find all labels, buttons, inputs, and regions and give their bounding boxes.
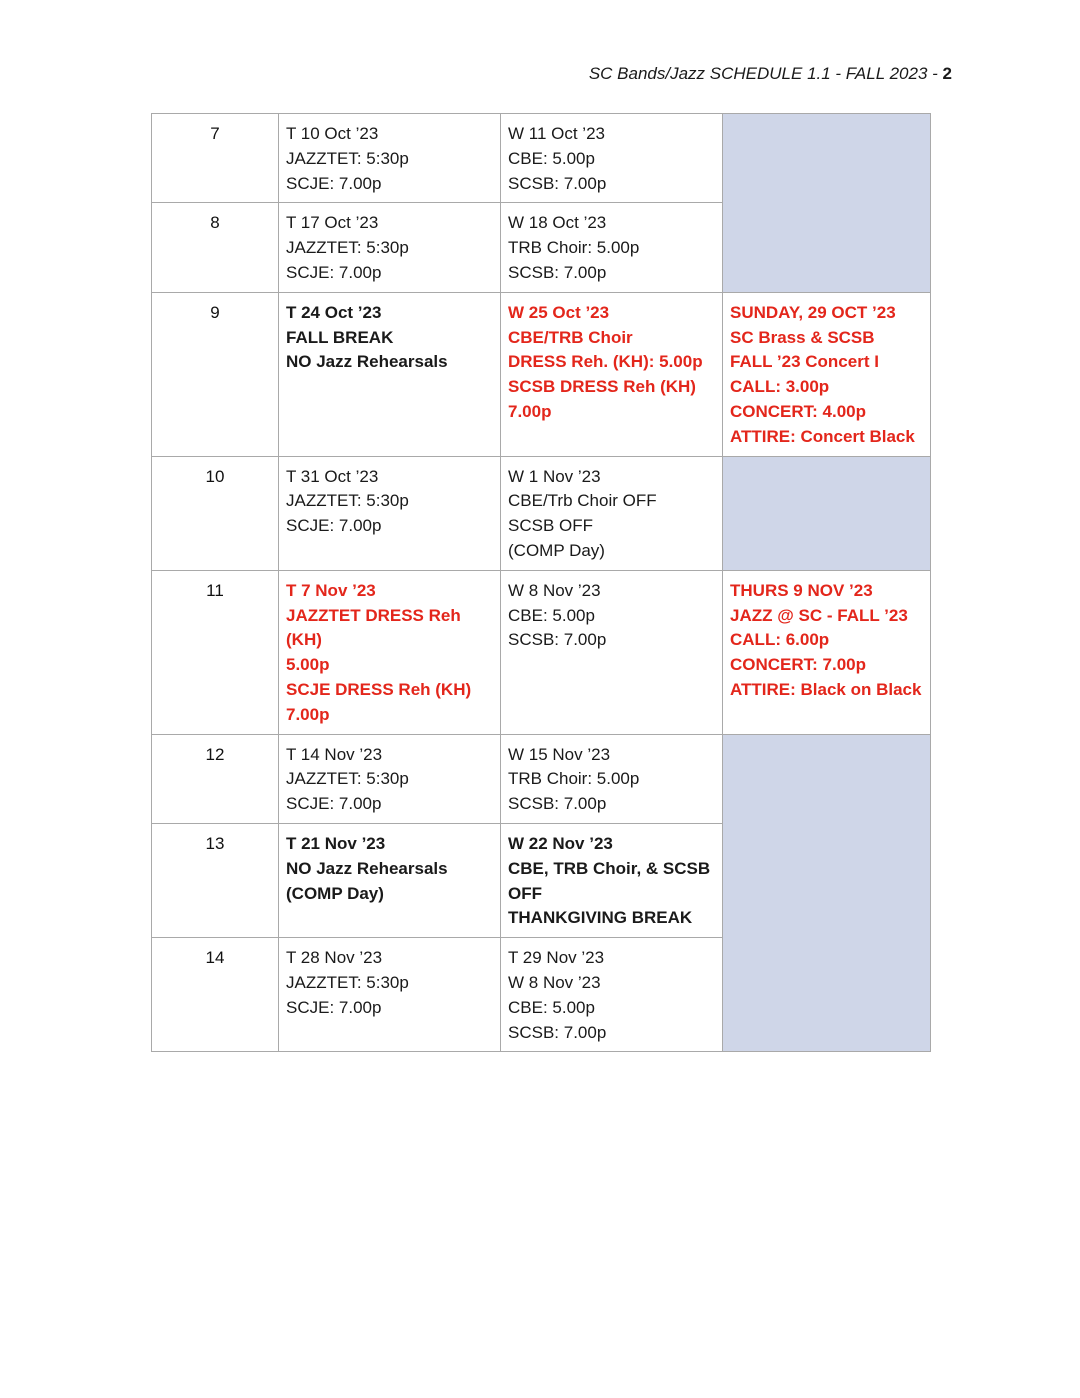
event-line: CONCERT: 4.00p — [730, 401, 867, 421]
wednesday-cell — [501, 203, 723, 292]
table-row — [152, 456, 931, 570]
tuesday-line: 5.00p — [286, 655, 330, 675]
page-header — [589, 64, 952, 84]
wednesday-line: SCSB: 7.00p — [508, 262, 607, 282]
wednesday-line: SCSB: 7.00p — [508, 1022, 607, 1042]
tuesday-line: FALL BREAK — [286, 327, 394, 347]
tuesday-line: JAZZTET: 5:30p — [286, 238, 409, 258]
wednesday-line: W 15 Nov ’23 — [508, 744, 611, 764]
wednesday-line: SCSB OFF — [508, 516, 594, 536]
tuesday-cell — [279, 292, 501, 456]
wednesday-line: W 18 Oct ’23 — [508, 213, 607, 233]
tuesday-line: NO Jazz Rehearsals — [286, 858, 448, 878]
event-cell — [723, 570, 931, 734]
tuesday-cell — [279, 114, 501, 203]
event-cell-empty — [723, 114, 931, 293]
week-number: 12 — [152, 734, 279, 823]
wednesday-cell — [501, 114, 723, 203]
wednesday-line: CBE/TRB Choir — [508, 327, 633, 347]
event-line: SC Brass & SCSB — [730, 327, 875, 347]
event-line: JAZZ @ SC - FALL ’23 — [730, 605, 908, 625]
tuesday-cell — [279, 938, 501, 1052]
wednesday-line: CBE: 5.00p — [508, 997, 595, 1017]
tuesday-line: SCJE: 7.00p — [286, 173, 382, 193]
wednesday-line: TRB Choir: 5.00p — [508, 769, 640, 789]
tuesday-line: JAZZTET: 5:30p — [286, 491, 409, 511]
tuesday-line: T 31 Oct ’23 — [286, 466, 379, 486]
schedule-table — [151, 113, 931, 1052]
week-number: 9 — [152, 292, 279, 456]
wednesday-line: SCSB: 7.00p — [508, 630, 607, 650]
week-number: 8 — [152, 203, 279, 292]
table-row — [152, 570, 931, 734]
wednesday-line: CBE: 5.00p — [508, 148, 595, 168]
tuesday-line: JAZZTET: 5:30p — [286, 972, 409, 992]
header-title: SC Bands/Jazz SCHEDULE 1.1 - FALL 2023 - — [588, 64, 943, 83]
wednesday-cell — [501, 456, 723, 570]
tuesday-line: JAZZTET: 5:30p — [286, 148, 409, 168]
event-line: THURS 9 NOV ’23 — [730, 580, 873, 600]
table-row — [152, 292, 931, 456]
tuesday-line: JAZZTET: 5:30p — [286, 769, 409, 789]
week-number: 14 — [152, 938, 279, 1052]
wednesday-cell — [501, 938, 723, 1052]
wednesday-cell — [501, 292, 723, 456]
wednesday-line: SCSB: 7.00p — [508, 173, 607, 193]
wednesday-line: W 11 Oct ’23 — [508, 124, 605, 143]
wednesday-line: 7.00p — [508, 401, 552, 421]
page-number: 2 — [942, 64, 952, 83]
week-number: 13 — [152, 823, 279, 937]
event-line: SUNDAY, 29 OCT ’23 — [730, 302, 896, 322]
tuesday-line: SCJE DRESS Reh (KH) — [286, 679, 472, 699]
event-line: FALL ’23 Concert I — [730, 352, 879, 372]
wednesday-line: W 25 Oct ’23 — [508, 302, 610, 322]
tuesday-line: SCJE: 7.00p — [286, 516, 382, 536]
event-line: CONCERT: 7.00p — [730, 655, 867, 675]
wednesday-line: W 22 Nov ’23 — [508, 833, 613, 853]
tuesday-line: (KH) — [286, 630, 322, 650]
wednesday-cell — [501, 734, 723, 823]
event-cell — [723, 292, 931, 456]
tuesday-cell — [279, 203, 501, 292]
event-line: CALL: 3.00p — [730, 377, 830, 397]
wednesday-line: OFF — [508, 883, 542, 903]
wednesday-line: SCSB DRESS Reh (KH) — [508, 377, 696, 397]
wednesday-line: W 8 Nov ’23 — [508, 580, 601, 600]
wednesday-line: W 1 Nov ’23 — [508, 466, 601, 486]
tuesday-line: 7.00p — [286, 704, 330, 724]
wednesday-line: TRB Choir: 5.00p — [508, 238, 640, 258]
tuesday-line: T 10 Oct ’23 — [286, 124, 379, 143]
wednesday-line: (COMP Day) — [508, 540, 605, 560]
event-cell-empty — [723, 734, 931, 1052]
wednesday-line: THANKGIVING BREAK — [508, 908, 693, 928]
week-number: 11 — [152, 570, 279, 734]
event-cell-empty — [723, 456, 931, 570]
wednesday-line: T 29 Nov ’23 — [508, 948, 605, 968]
tuesday-line: T 28 Nov ’23 — [286, 948, 383, 968]
tuesday-line: SCJE: 7.00p — [286, 262, 382, 282]
tuesday-line: (COMP Day) — [286, 883, 384, 903]
wednesday-line: CBE: 5.00p — [508, 605, 595, 625]
event-line: ATTIRE: Black on Black — [730, 679, 922, 699]
tuesday-line: T 24 Oct ’23 — [286, 302, 382, 322]
wednesday-line: W 8 Nov ’23 — [508, 972, 601, 992]
tuesday-line: NO Jazz Rehearsals — [286, 352, 448, 372]
wednesday-cell — [501, 823, 723, 937]
event-line: ATTIRE: Concert Black — [730, 426, 915, 446]
tuesday-line: T 14 Nov ’23 — [286, 744, 383, 764]
event-line: CALL: 6.00p — [730, 630, 830, 650]
wednesday-cell — [501, 570, 723, 734]
week-number: 10 — [152, 456, 279, 570]
wednesday-line: CBE/Trb Choir OFF — [508, 491, 657, 511]
table-row — [152, 734, 931, 823]
tuesday-cell — [279, 734, 501, 823]
tuesday-line: T 17 Oct ’23 — [286, 213, 379, 233]
wednesday-line: CBE, TRB Choir, & SCSB — [508, 858, 711, 878]
tuesday-cell — [279, 823, 501, 937]
wednesday-line: SCSB: 7.00p — [508, 794, 607, 814]
wednesday-line: DRESS Reh. (KH): 5.00p — [508, 352, 703, 372]
tuesday-line: SCJE: 7.00p — [286, 794, 382, 814]
tuesday-line: JAZZTET DRESS Reh — [286, 605, 461, 625]
tuesday-cell — [279, 456, 501, 570]
tuesday-cell — [279, 570, 501, 734]
tuesday-line: T 21 Nov ’23 — [286, 833, 386, 853]
tuesday-line: T 7 Nov ’23 — [286, 580, 376, 600]
table-row — [152, 114, 931, 203]
week-number: 7 — [152, 114, 279, 203]
tuesday-line: SCJE: 7.00p — [286, 997, 382, 1017]
